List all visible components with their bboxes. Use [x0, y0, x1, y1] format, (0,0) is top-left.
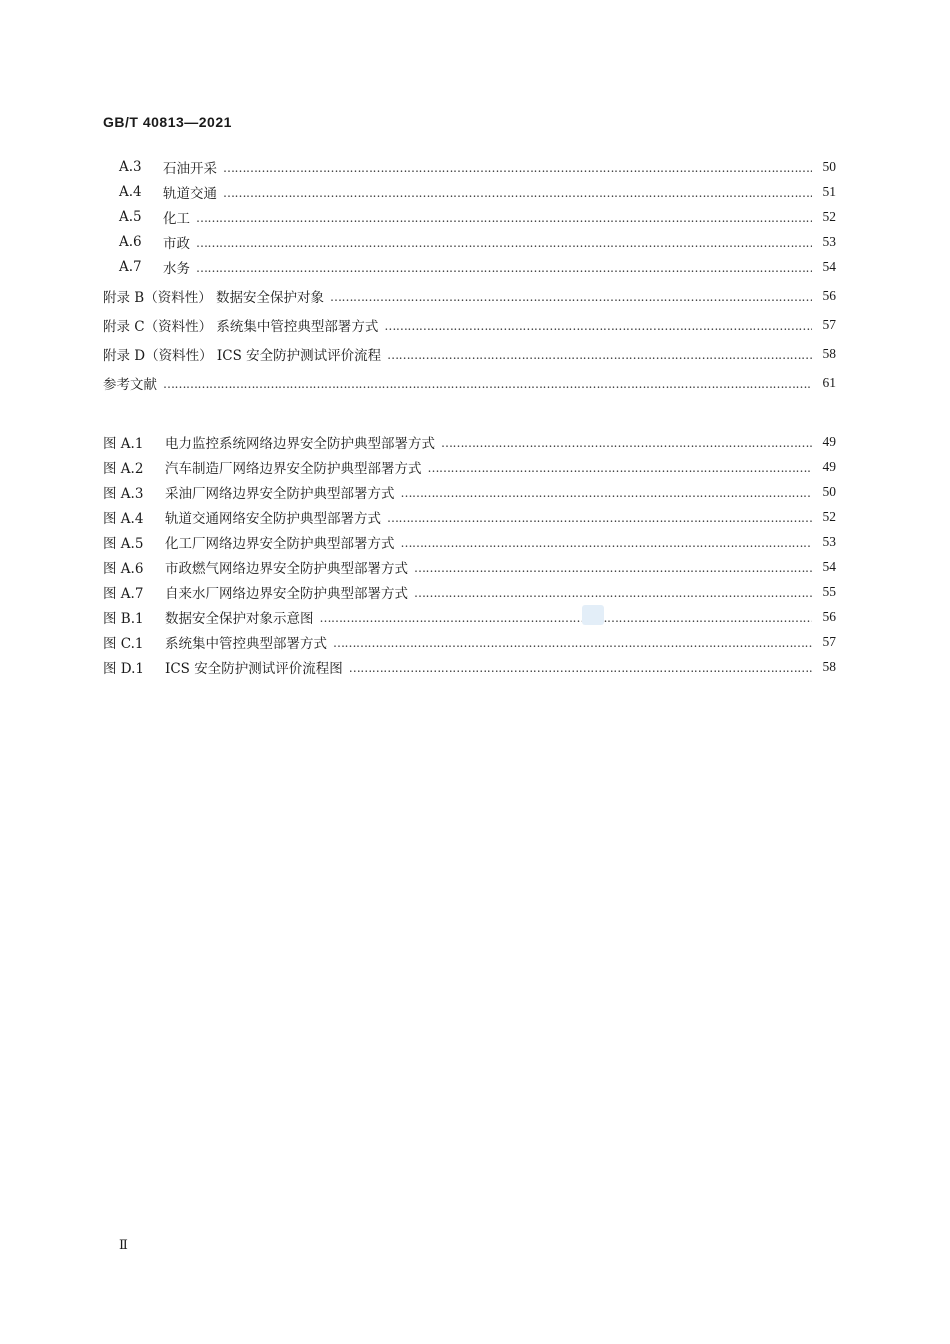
- toc-item[interactable]: [119, 207, 836, 227]
- toc-item[interactable]: [119, 157, 836, 177]
- figure-label: 汽车制造厂网络边界安全防护典型部署方式: [165, 461, 422, 477]
- figure-page: 53: [822, 534, 836, 549]
- toc-item-number: A.3: [119, 159, 142, 175]
- figure-page: 49: [822, 434, 836, 449]
- figure-page: 52: [822, 509, 836, 524]
- figure-item[interactable]: [103, 482, 836, 502]
- toc-item-page: 57: [822, 317, 836, 332]
- figure-item[interactable]: [103, 507, 836, 527]
- dot-leader: [414, 561, 812, 575]
- figure-label: 电力监控系统网络边界安全防护典型部署方式: [165, 436, 435, 452]
- dot-leader: [387, 348, 812, 362]
- figure-page: 55: [822, 584, 836, 599]
- figure-number: 图 B.1: [103, 611, 144, 627]
- toc-item[interactable]: [103, 344, 836, 364]
- page-number: Ⅱ: [119, 1238, 128, 1253]
- figure-number: 图 A.6: [103, 561, 144, 577]
- toc-item-page: 61: [822, 375, 836, 390]
- dot-leader: [163, 377, 812, 391]
- toc-item-label: 市政: [163, 236, 190, 252]
- document-code: GB/T 40813—2021: [103, 114, 232, 130]
- toc-item-page: 50: [822, 159, 836, 174]
- dot-leader: [441, 436, 812, 450]
- figure-page: 56: [822, 609, 836, 624]
- figure-number: 图 A.2: [103, 461, 144, 477]
- figure-number: 图 A.1: [103, 436, 144, 452]
- figure-item[interactable]: [103, 657, 836, 677]
- figure-label: ICS 安全防护测试评价流程图: [165, 661, 343, 677]
- figure-label: 轨道交通网络安全防护典型部署方式: [165, 511, 381, 527]
- toc-item-number: A.7: [119, 259, 142, 275]
- figure-label: 采油厂网络边界安全防护典型部署方式: [165, 486, 395, 502]
- figure-item[interactable]: [103, 432, 836, 452]
- figure-number: 图 A.4: [103, 511, 144, 527]
- toc-item-number: A.4: [119, 184, 142, 200]
- dot-leader: [384, 319, 812, 333]
- figure-page: 49: [822, 459, 836, 474]
- toc-item-label: 附录 C（资料性） 系统集中管控典型部署方式: [103, 319, 379, 335]
- figure-item[interactable]: [103, 532, 836, 552]
- figure-label: 化工厂网络边界安全防护典型部署方式: [165, 536, 395, 552]
- dot-leader: [223, 186, 812, 200]
- toc-item[interactable]: [103, 315, 836, 335]
- watermark-stamp: [582, 605, 604, 625]
- toc-item-page: 51: [822, 184, 836, 199]
- toc-item-page: 58: [822, 346, 836, 361]
- toc-item-page: 54: [822, 259, 836, 274]
- figure-label: 系统集中管控典型部署方式: [165, 636, 327, 652]
- dot-leader: [196, 211, 812, 225]
- dot-leader: [196, 236, 812, 250]
- dot-leader: [320, 611, 813, 625]
- figure-number: 图 A.5: [103, 536, 144, 552]
- toc-item-label: 轨道交通: [163, 186, 217, 202]
- dot-leader: [401, 486, 813, 500]
- dot-leader: [414, 586, 812, 600]
- toc-item-number: A.6: [119, 234, 142, 250]
- dot-leader: [387, 511, 812, 525]
- dot-leader: [196, 261, 812, 275]
- toc-item-label: 水务: [163, 261, 190, 277]
- figure-page: 57: [822, 634, 836, 649]
- toc-item-number: A.5: [119, 209, 142, 225]
- figure-label: 市政燃气网络边界安全防护典型部署方式: [165, 561, 408, 577]
- dot-leader: [333, 636, 812, 650]
- toc-item-page: 52: [822, 209, 836, 224]
- figure-number: 图 C.1: [103, 636, 144, 652]
- dot-leader: [349, 661, 812, 675]
- toc-item-label: 附录 D（资料性） ICS 安全防护测试评价流程: [103, 348, 382, 364]
- figure-item[interactable]: [103, 582, 836, 602]
- figure-label: 自来水厂网络边界安全防护典型部署方式: [165, 586, 408, 602]
- figure-number: 图 D.1: [103, 661, 145, 677]
- figure-page: 54: [822, 559, 836, 574]
- dot-leader: [428, 461, 813, 475]
- toc-item-page: 53: [822, 234, 836, 249]
- figure-page: 58: [822, 659, 836, 674]
- dot-leader: [401, 536, 813, 550]
- figure-item[interactable]: [103, 632, 836, 652]
- toc-item[interactable]: [103, 286, 836, 306]
- toc-item-label: 石油开采: [163, 161, 217, 177]
- toc-item[interactable]: [119, 232, 836, 252]
- dot-leader: [223, 161, 812, 175]
- figure-number: 图 A.3: [103, 486, 144, 502]
- toc-item-page: 56: [822, 288, 836, 303]
- toc-item[interactable]: [119, 182, 836, 202]
- figure-page: 50: [822, 484, 836, 499]
- figure-label: 数据安全保护对象示意图: [165, 611, 314, 627]
- toc-item[interactable]: [119, 257, 836, 277]
- figure-number: 图 A.7: [103, 586, 144, 602]
- toc-item-label: 附录 B（资料性） 数据安全保护对象: [103, 290, 325, 306]
- toc-item[interactable]: [103, 373, 836, 393]
- toc-item-label: 参考文献: [103, 377, 157, 393]
- toc-item-label: 化工: [163, 211, 190, 227]
- figure-item[interactable]: [103, 457, 836, 477]
- figure-item[interactable]: [103, 557, 836, 577]
- dot-leader: [330, 290, 812, 304]
- figure-item[interactable]: [103, 607, 836, 627]
